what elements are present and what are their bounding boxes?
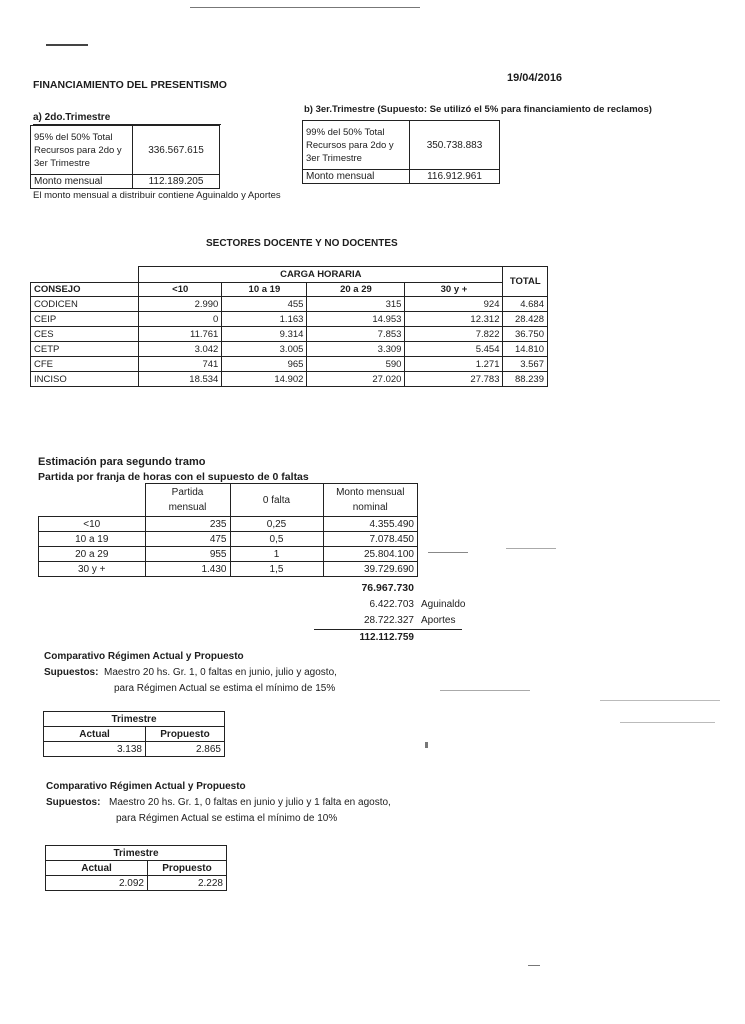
- estimacion-total: 112.112.759: [359, 632, 414, 643]
- table-row: 30 y + 1.430 1,5 39.729.690: [39, 562, 418, 577]
- consejo-header: CONSEJO: [31, 283, 139, 297]
- scan-noise: [506, 548, 556, 549]
- actual-value: 3.138: [44, 742, 146, 757]
- scan-artifact-dash: [46, 44, 88, 46]
- total-rule: [314, 629, 462, 630]
- trimestre-header: Trimestre: [44, 712, 225, 727]
- table-row: CES 11.761 9.314 7.853 7.822 36.750: [31, 327, 548, 342]
- col-header-10-19: 10 a 19: [222, 283, 307, 297]
- scan-noise: [425, 742, 428, 748]
- estimacion-subtitle: Partida por franja de horas con el supuesto de 0 faltas: [38, 471, 309, 483]
- section-a-table: [30, 125, 220, 189]
- carga-horaria-header: CARGA HORARIA: [139, 267, 503, 283]
- section-b-monto-value: 116.912.961: [410, 170, 500, 184]
- table-row: CODICEN 2.990 455 315 924 4.684: [31, 297, 548, 312]
- scan-artifact-line: [190, 7, 420, 8]
- scan-noise: [440, 690, 530, 691]
- table-row: <10 235 0,25 4.355.490: [39, 517, 418, 532]
- scan-noise: [600, 700, 720, 701]
- section-b-heading: b) 3er.Trimestre (Supuesto: Se utilizó el 5% para financiamiento de reclamos): [304, 104, 652, 115]
- propuesto-header: Propuesto: [146, 727, 225, 742]
- comparativo1-supuestos-line1: Maestro 20 hs. Gr. 1, 0 faltas en junio, julio y agosto,: [104, 667, 337, 678]
- table-row: 10 a 19 475 0,5 7.078.450: [39, 532, 418, 547]
- section-a-monto-value: 112.189.205: [133, 175, 220, 189]
- aguinaldo-value: 6.422.703: [369, 599, 414, 610]
- section-a-recursos-label: 95% del 50% Total Recursos para 2do y 3er Trimestre: [31, 126, 133, 175]
- propuesto-header: Propuesto: [148, 861, 227, 876]
- actual-value: 2.092: [46, 876, 148, 891]
- section-a-heading: a) 2do.Trimestre: [33, 112, 111, 123]
- table-row: CETP 3.042 3.005 3.309 5.454 14.810: [31, 342, 548, 357]
- section-a-recursos-value: 336.567.615: [133, 126, 220, 175]
- comparativo1-title: Comparativo Régimen Actual y Propuesto: [44, 651, 244, 662]
- aguinaldo-label: Aguinaldo: [421, 599, 466, 610]
- aportes-value: 28.722.327: [363, 615, 414, 626]
- col-falta-header: 0 falta: [230, 484, 323, 517]
- col-header-30-plus: 30 y +: [405, 283, 503, 297]
- section-b-table: [302, 120, 500, 184]
- col-monto-header: Monto mensual nominal: [323, 484, 418, 517]
- propuesto-value: 2.228: [148, 876, 227, 891]
- section-a-monto-label: Monto mensual: [31, 175, 133, 189]
- sectores-title: SECTORES DOCENTE Y NO DOCENTES: [206, 238, 398, 249]
- propuesto-value: 2.865: [146, 742, 225, 757]
- comparativo2-supuestos-line2: para Régimen Actual se estima el mínimo de 10%: [116, 813, 338, 824]
- comparativo1-supuestos-line2: para Régimen Actual se estima el mínimo de 15%: [114, 683, 336, 694]
- comparativo2-title: Comparativo Régimen Actual y Propuesto: [46, 781, 246, 792]
- sectores-table: [30, 266, 548, 387]
- estimacion-title: Estimación para segundo tramo: [38, 456, 206, 468]
- table-row: INCISO 18.534 14.902 27.020 27.783 88.239: [31, 372, 548, 387]
- table-row: CEIP 0 1.163 14.953 12.312 28.428: [31, 312, 548, 327]
- comparativo2-table: [45, 845, 227, 891]
- col-header-20-29: 20 a 29: [307, 283, 405, 297]
- page-title: FINANCIAMIENTO DEL PRESENTISMO: [33, 79, 227, 91]
- scan-noise: [620, 722, 715, 723]
- section-a-note: El monto mensual a distribuir contiene Aguinaldo y Aportes: [33, 190, 281, 201]
- actual-header: Actual: [46, 861, 148, 876]
- section-b-monto-label: Monto mensual: [303, 170, 410, 184]
- section-b-recursos-label: 99% del 50% Total Recursos para 2do y 3er Trimestre: [303, 121, 410, 170]
- report-date: 19/04/2016: [507, 72, 563, 84]
- comparativo2-supuestos-label: Supuestos:: [46, 797, 101, 808]
- comparativo1-supuestos-label: Supuestos:: [44, 667, 99, 678]
- trimestre-header: Trimestre: [46, 846, 227, 861]
- col-header-lt10: <10: [139, 283, 222, 297]
- actual-header: Actual: [44, 727, 146, 742]
- scan-noise: [528, 965, 540, 966]
- estimacion-subtotal: 76.967.730: [361, 582, 414, 594]
- estimacion-table: [38, 483, 418, 577]
- scan-noise: [428, 552, 468, 553]
- section-b-recursos-value: 350.738.883: [410, 121, 500, 170]
- comparativo2-supuestos-line1: Maestro 20 hs. Gr. 1, 0 faltas en junio y julio y 1 falta en agosto,: [109, 797, 391, 808]
- comparativo1-table: [43, 711, 225, 757]
- table-row: 20 a 29 955 1 25.804.100: [39, 547, 418, 562]
- total-header: TOTAL: [503, 267, 548, 297]
- table-row: CFE 741 965 590 1.271 3.567: [31, 357, 548, 372]
- col-partida-header: Partida mensual: [145, 484, 230, 517]
- aportes-label: Aportes: [421, 615, 456, 626]
